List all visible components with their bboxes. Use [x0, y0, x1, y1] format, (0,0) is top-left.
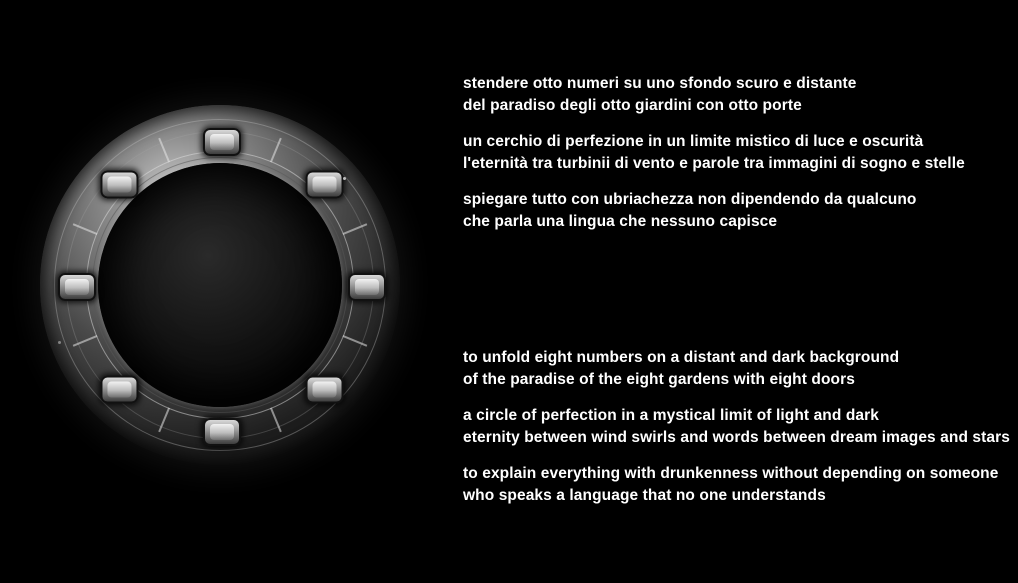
poem-line: stendere otto numeri su uno sfondo scuro e distante	[463, 75, 857, 92]
poem-line: who speaks a language that no one understands	[463, 487, 826, 504]
poem-line: to unfold eight numbers on a distant and dark background	[463, 349, 900, 366]
ring-door-plate-4	[306, 376, 344, 404]
ring-door-plate-3	[348, 273, 386, 301]
poem-line: spiegare tutto con ubriachezza non dipendendo da qualcuno	[463, 191, 917, 208]
poem-stanza-english-2	[463, 405, 1010, 449]
poem-line: l'eternità tra turbinii di vento e parole tra immagini di sogno e stelle	[463, 155, 965, 172]
ring-door-plate-5	[203, 418, 241, 446]
poem-line: of the paradise of the eight gardens with eight doors	[463, 371, 855, 388]
poem-line: che parla una lingua che nessuno capisce	[463, 213, 778, 230]
circular-ring-artwork	[40, 105, 400, 465]
ring-door-plate-1	[203, 128, 241, 156]
light-speck-1	[343, 177, 346, 180]
poem-stanza-italian-1	[463, 73, 857, 117]
poem-text-column	[463, 0, 1010, 583]
poem-stanza-italian-2	[463, 131, 965, 175]
ring-door-plate-7	[58, 273, 96, 301]
poem-line: un cerchio di perfezione in un limite mistico di luce e oscurità	[463, 133, 924, 150]
ring-inner-disc	[98, 163, 342, 407]
poem-stanza-english-3	[463, 463, 998, 507]
poem-stanza-italian-3	[463, 189, 917, 233]
ring-door-plate-6	[100, 376, 138, 404]
ring-door-plate-8	[100, 170, 138, 198]
ring-door-plate-2	[306, 170, 344, 198]
poem-stanza-english-1	[463, 347, 899, 391]
poem-line: to explain everything with drunkenness without depending on someone	[463, 465, 999, 482]
poem-line: eternity between wind swirls and words between dream images and stars	[463, 429, 1010, 446]
light-speck-2	[58, 341, 61, 344]
poem-line: a circle of perfection in a mystical limit of light and dark	[463, 407, 879, 424]
poem-line: del paradiso degli otto giardini con otto porte	[463, 97, 802, 114]
